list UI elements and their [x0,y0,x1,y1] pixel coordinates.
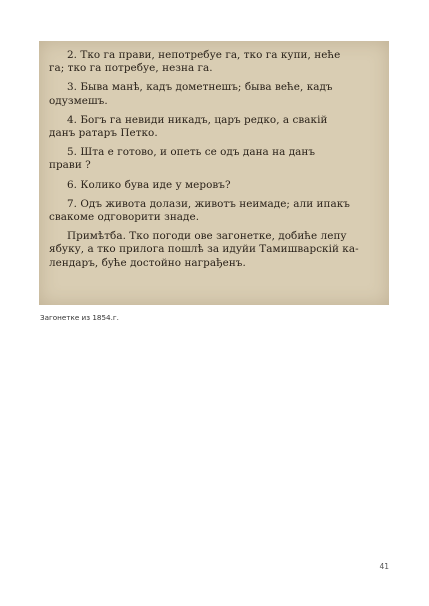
text-line: свакоме одговорити знаде. [49,211,200,224]
text-line: прави ? [49,159,91,172]
riddle-7 [49,198,381,224]
image-caption: Загонетке из 1854.г. [40,313,119,322]
text-line: Примѣтба. Тко погоди ове загонетке, добиће лепу [67,230,347,243]
text-line: данъ ратаръ Петко. [49,127,158,140]
scanned-text-image [39,41,389,305]
scan-text-block [49,49,381,276]
text-line: 2. Тко га прави, непотребуе га, тко га купи, нећe [67,49,341,61]
riddle-5 [49,146,381,172]
riddle-2 [49,49,381,75]
text-line: 7. Одъ живота долази, животъ неимаде; али ипакъ [67,197,350,210]
text-line: 5. Шта е готово, и опеть се одъ дана на данъ [67,146,316,159]
riddle-3 [49,81,381,107]
text-line: одузмешъ. [49,94,108,107]
text-line: га; тко га потребуе, незна га. [49,62,213,75]
riddle-6 [49,179,381,192]
page-number: 41 [379,562,389,571]
text-line: лендаръ, бyће достойно награђенъ. [49,256,246,269]
note-paragraph [49,230,381,270]
riddle-4 [49,114,381,140]
text-line: 4. Богъ га невиди никадъ, царъ редко, а свакій [67,113,328,126]
text-line: 3. Быва манѣ, кадъ дометнешъ; быва веће, кадъ [67,81,333,94]
text-line: ябуку, а тко прилога пошлѣ за идуйи Тамишварскій ка- [49,243,359,256]
text-line: 6. Колико бува иде у меровъ? [67,178,231,191]
